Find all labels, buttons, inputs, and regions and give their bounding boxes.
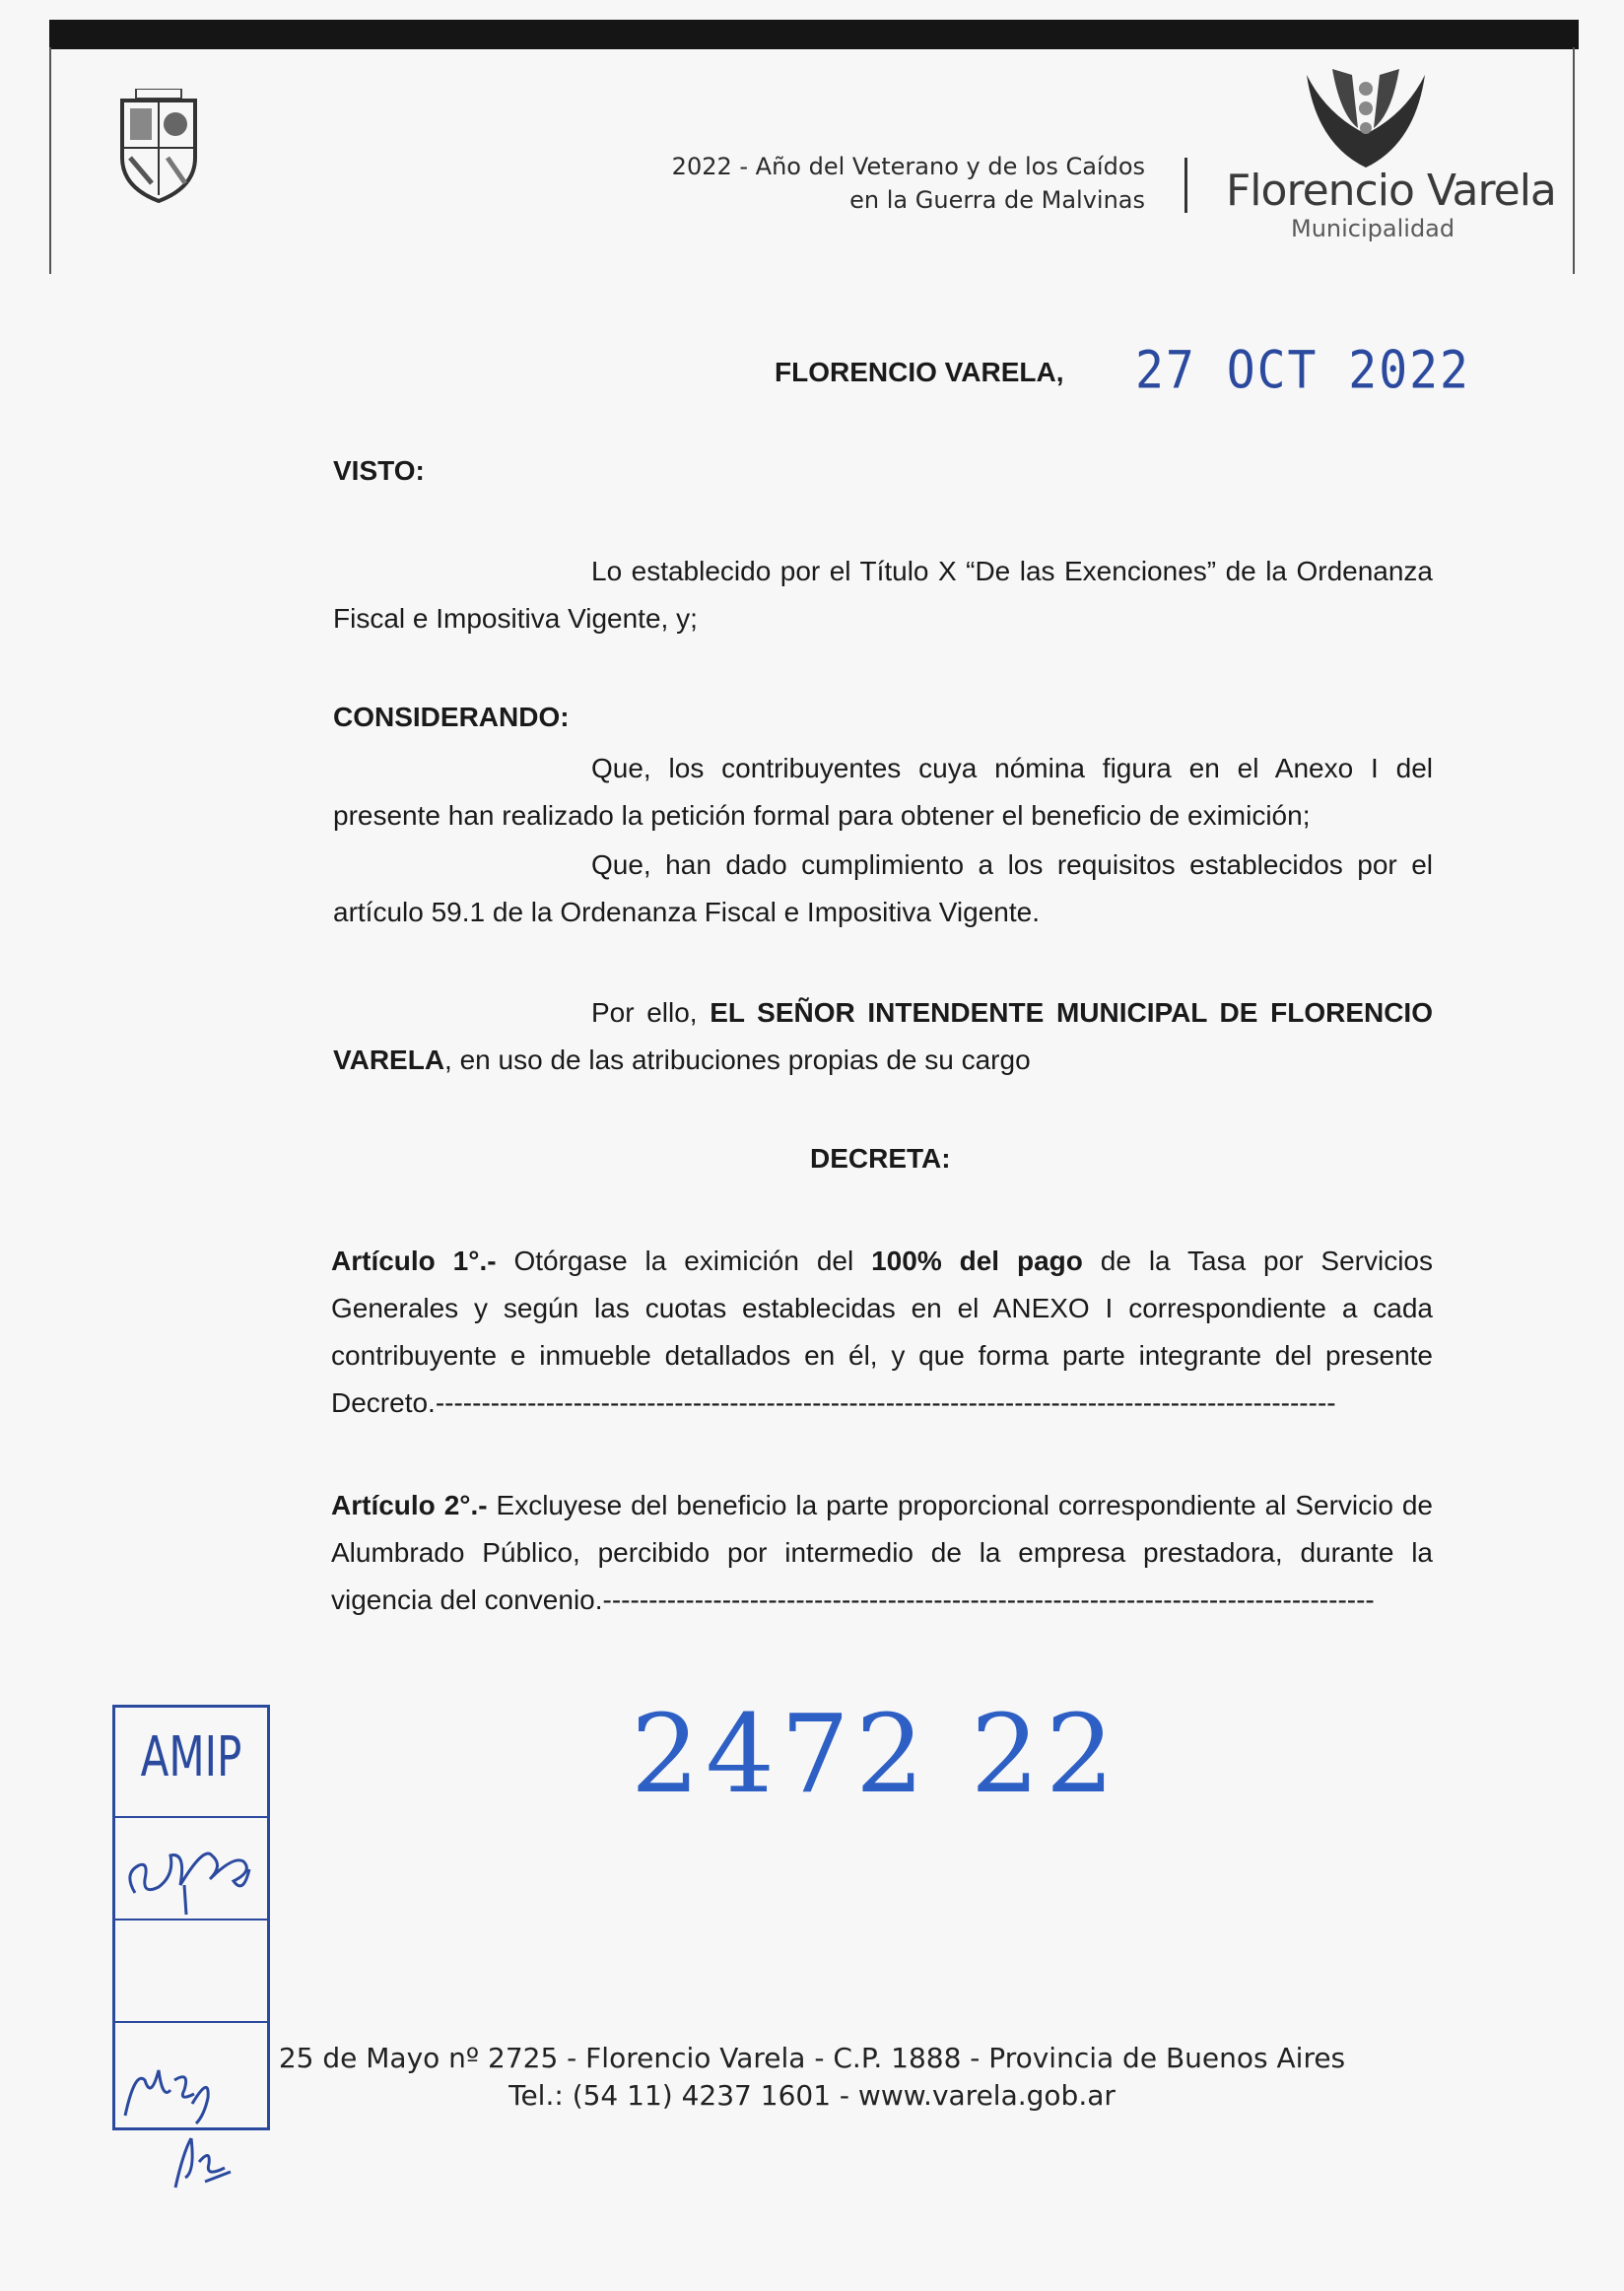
por-ello-paragraph (333, 989, 1433, 1084)
por-ello-lead: Por ello, (591, 997, 710, 1028)
considerando-heading: CONSIDERANDO: (333, 702, 570, 732)
por-ello-rest: , en uso de las atribuciones propias de su cargo (444, 1044, 1031, 1075)
motto-line-1: 2022 - Año del Veterano y de los Caídos (671, 153, 1145, 180)
considerando-paragraph-1 (333, 745, 1433, 840)
left-border-line (49, 47, 51, 274)
logo-subtitle: Municipalidad (1291, 215, 1455, 242)
articulo-2-dashes: ------------------------------------------------------------------------------------ (602, 1584, 1375, 1615)
considerando-text-1: Que, los contribuyentes cuya nómina figura en el Anexo I del presente han realizado la petición formal para obtener el beneficio de eximición; (333, 753, 1433, 831)
articulo-1-text-b: de la Tasa por Servicios Generales y según las cuotas establecidas en el ANEXO I correspondiente a cada contribuyente e inmueble detallados en él, y que forma parte integrante del presente Decreto. (331, 1246, 1434, 1418)
articulo-2-text: Excluyese del beneficio la parte proporcional correspondiente al Servicio de Alumbrado Público, percibido por intermedio de la empresa prestadora, durante la vigencia del convenio. (331, 1490, 1433, 1615)
articulo-1 (331, 1238, 1433, 1427)
amip-row-3 (115, 1919, 267, 2023)
por-ello-bold: EL SEÑOR INTENDENTE MUNICIPAL DE FLORENCIO VARELA (333, 997, 1433, 1075)
handwritten-mark-icon (166, 2132, 237, 2191)
header-motto (672, 150, 1145, 217)
decree-number-stamp: 2472 22 (631, 1691, 1120, 1817)
amip-row-2 (115, 1816, 267, 1920)
header-separator (1184, 158, 1187, 213)
amip-row-1 (115, 1708, 267, 1818)
logo-name: Florencio Varela (1226, 166, 1556, 216)
decreta-heading: DECRETA: (810, 1143, 951, 1174)
articulo-1-text-a: Otórgase la eximición del (496, 1246, 872, 1276)
handwritten-initial-icon (115, 1816, 267, 1919)
place: FLORENCIO VARELA, (775, 357, 1064, 387)
articulo-1-bold: 100% del pago (871, 1246, 1083, 1276)
top-border-bar (49, 20, 1579, 49)
considerando-paragraph-2 (333, 842, 1433, 936)
articulo-2-label: Artículo 2°.- (331, 1490, 488, 1520)
articulo-1-label: Artículo 1°.- (331, 1246, 497, 1276)
right-border-line (1573, 47, 1575, 274)
municipal-logo-icon (1297, 65, 1435, 173)
considerando-text-2: Que, han dado cumplimiento a los requisitos establecidos por el artículo 59.1 de la Ordenanza Fiscal e Impositiva Vigente. (333, 849, 1433, 927)
visto-text: Lo establecido por el Título X “De las Exenciones” de la Ordenanza Fiscal e Impositiva Vigente, y; (333, 556, 1433, 634)
visto-paragraph (333, 548, 1433, 642)
footer-contact: Tel.: (54 11) 4237 1601 - www.varela.gob.ar (508, 2079, 1116, 2112)
coat-of-arms-icon (116, 89, 201, 203)
motto-line-2: en la Guerra de Malvinas (849, 186, 1145, 214)
visto-heading: VISTO: (333, 455, 425, 486)
articulo-1-dashes: -------------------------------------------------------------------------------------------------- (435, 1387, 1336, 1418)
amip-stamp-text: AMIP (140, 1725, 242, 1789)
footer-address: 25 de Mayo nº 2725 - Florencio Varela - C.P. 1888 - Provincia de Buenos Aires (278, 2042, 1346, 2074)
articulo-2 (331, 1482, 1433, 1624)
date-stamp: 27 OCT 2022 (1135, 340, 1470, 401)
